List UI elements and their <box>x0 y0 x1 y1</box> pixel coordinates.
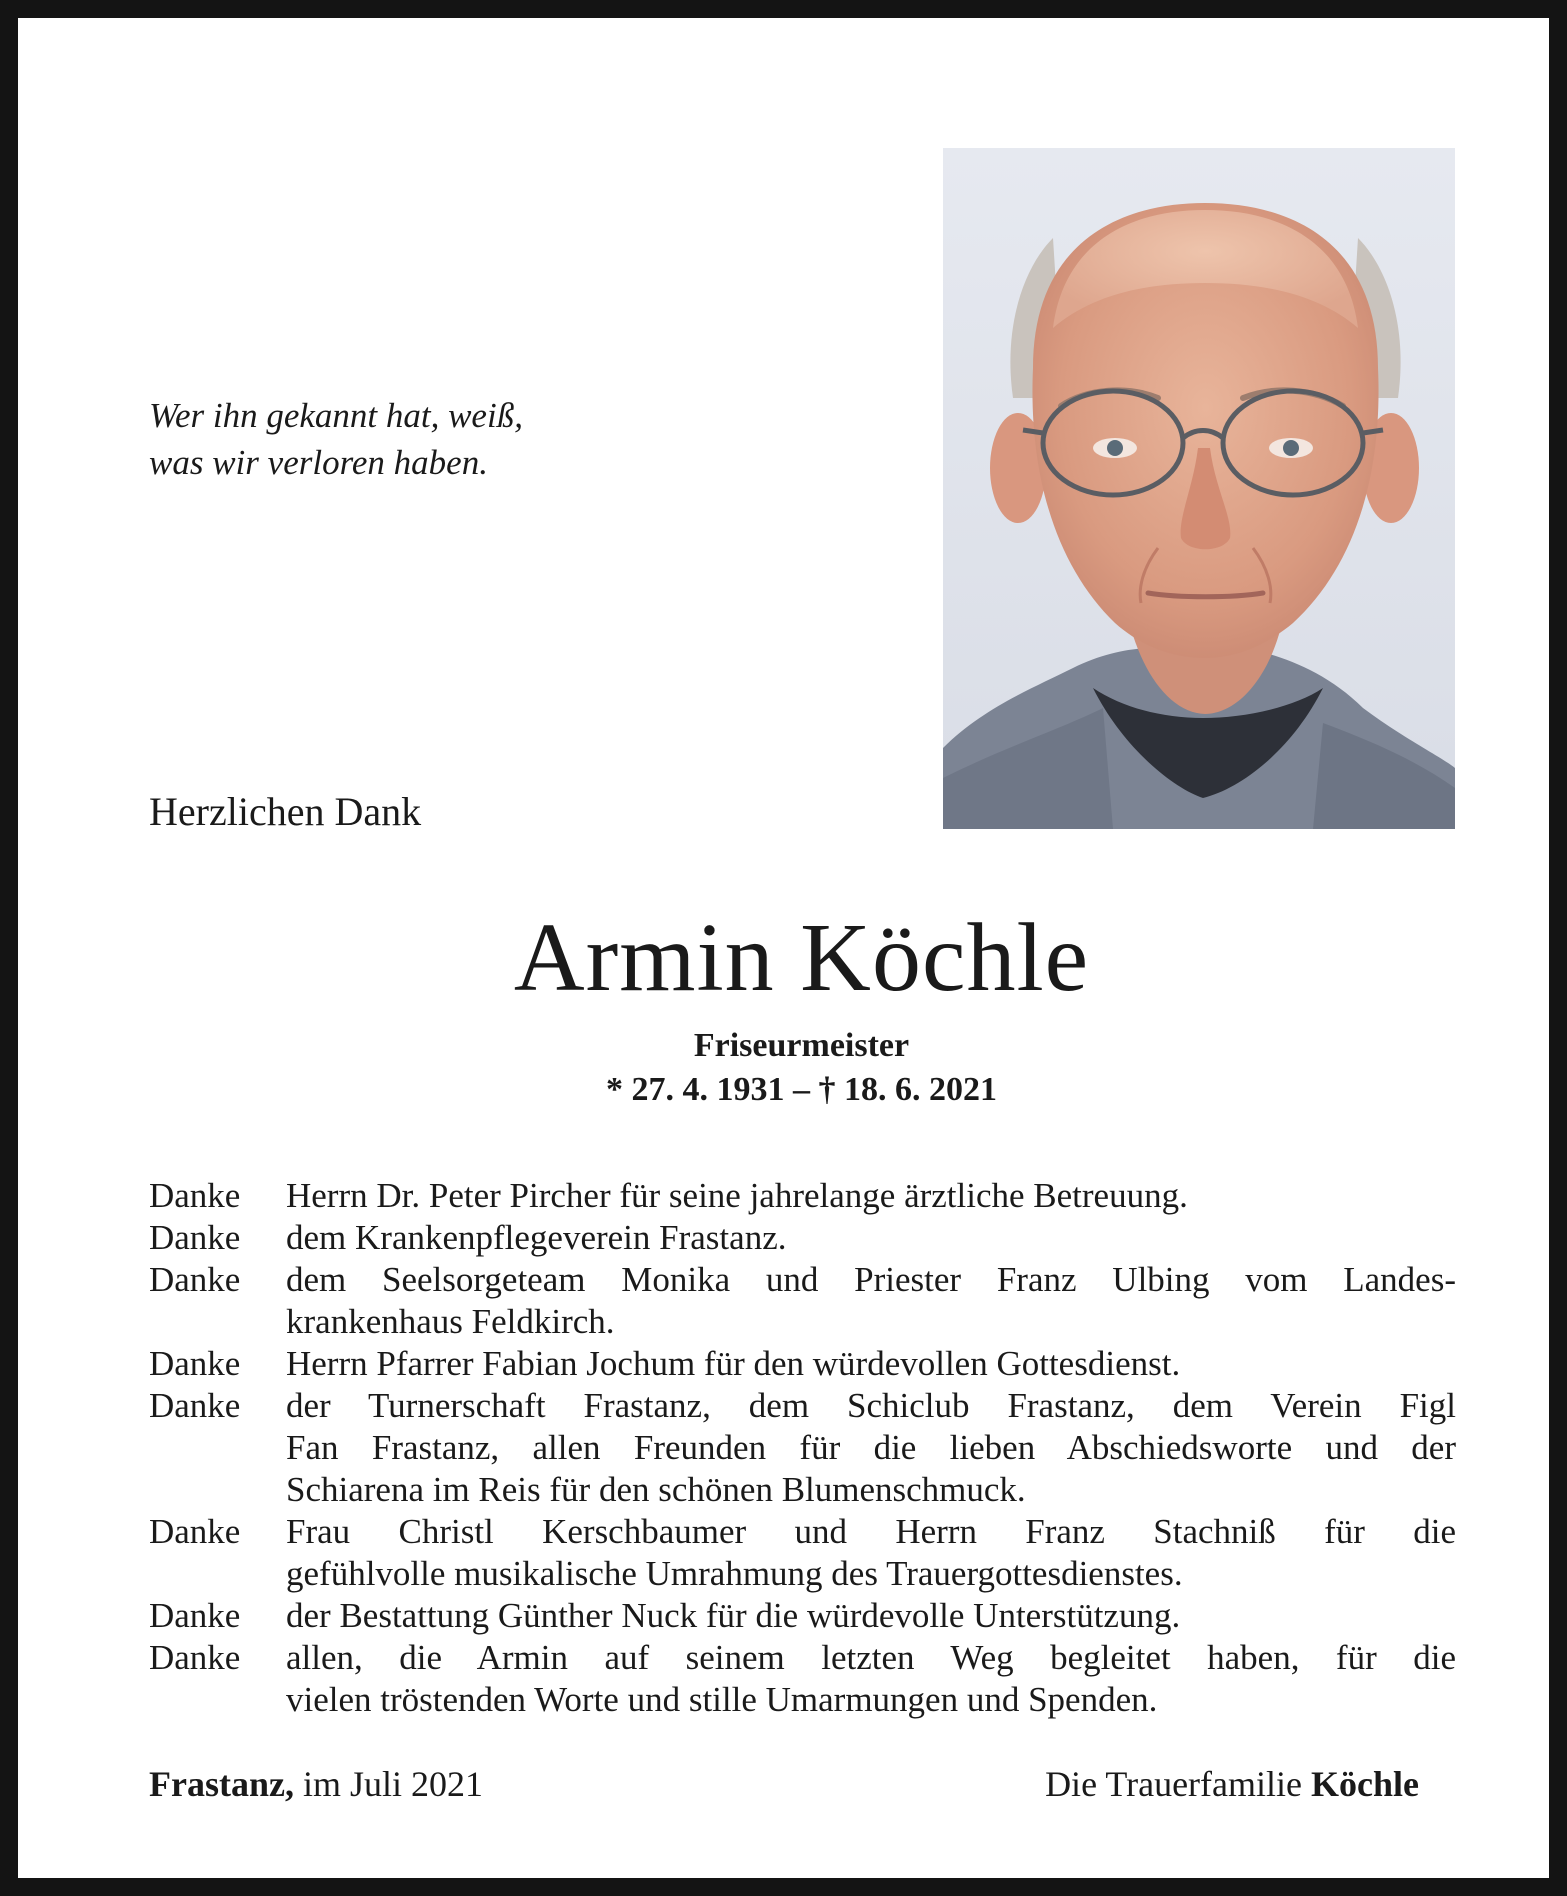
thanks-text <box>286 1595 1456 1637</box>
thanks-text <box>286 1385 1456 1511</box>
life-dates: * 27. 4. 1931 – † 18. 6. 2021 <box>606 1071 997 1108</box>
thanks-line: krankenhaus Feldkirch. <box>286 1302 615 1341</box>
thanks-line: Schiarena im Reis für den schönen Blumenschmuck. <box>286 1470 1026 1509</box>
thanks-row <box>149 1175 1456 1217</box>
thanks-line: vielen tröstenden Worte und stille Umarmungen und Spenden. <box>286 1680 1158 1719</box>
thanks-text <box>286 1637 1456 1721</box>
profession: Friseurmeister <box>693 1027 910 1064</box>
thanks-word: Danke <box>149 1512 241 1551</box>
thanks-word: Danke <box>149 1596 241 1635</box>
thanks-line: der Turnerschaft Frastanz, dem Schiclub Frastanz, dem Verein Figl <box>286 1386 1456 1425</box>
thanks-row <box>149 1259 1456 1343</box>
thanks-line: dem Seelsorgeteam Monika und Priester Franz Ulbing vom Landes- <box>286 1260 1456 1299</box>
thanks-line: Herrn Pfarrer Fabian Jochum für den würdevollen Gottesdienst. <box>286 1344 1181 1383</box>
footer-date: im Juli 2021 <box>302 1764 483 1804</box>
thanks-text <box>286 1343 1456 1385</box>
thanks-word: Danke <box>149 1260 241 1299</box>
quote-line: Wer ihn gekannt hat, weiß, <box>149 396 523 435</box>
thanks-row <box>149 1385 1456 1511</box>
memorial-quote <box>149 392 523 486</box>
thanks-line: Fan Frastanz, allen Freunden für die lieben Abschiedsworte und der <box>286 1428 1456 1467</box>
thanks-line: dem Krankenpflegeverein Frastanz. <box>286 1218 787 1257</box>
thanks-word: Danke <box>149 1218 241 1257</box>
thanks-line: gefühlvolle musikalische Umrahmung des Trauergottesdienstes. <box>286 1554 1183 1593</box>
thanks-word: Danke <box>149 1638 241 1677</box>
thanks-word: Danke <box>149 1386 241 1425</box>
thanks-text <box>286 1259 1456 1343</box>
thanks-row <box>149 1343 1456 1385</box>
portrait-photo <box>943 148 1455 829</box>
thanks-word: Danke <box>149 1344 241 1383</box>
footer-family-name: Köchle <box>1311 1764 1419 1804</box>
thanks-word: Danke <box>149 1176 241 1215</box>
thanks-row <box>149 1637 1456 1721</box>
heading-thanks: Herzlichen Dank <box>149 789 422 834</box>
thanks-row <box>149 1595 1456 1637</box>
footer-family-prefix: Die Trauerfamilie <box>1045 1764 1303 1804</box>
footer-place: Frastanz, <box>149 1764 294 1804</box>
thanks-text <box>286 1175 1456 1217</box>
thanks-text <box>286 1217 1456 1259</box>
quote-line: was wir verloren haben. <box>149 443 488 482</box>
footer-place-date <box>149 1763 483 1805</box>
thanks-line: allen, die Armin auf seinem letzten Weg begleitet haben, für die <box>286 1638 1456 1677</box>
deceased-name: Armin Köchle <box>513 904 1090 1012</box>
footer-family <box>1045 1763 1419 1805</box>
thanks-row <box>149 1217 1456 1259</box>
thanks-line: Frau Christl Kerschbaumer und Herrn Franz Stachniß für die <box>286 1512 1456 1551</box>
thanks-row <box>149 1511 1456 1595</box>
thanks-list <box>149 1175 1456 1721</box>
thanks-text <box>286 1511 1456 1595</box>
thanks-line: Herrn Dr. Peter Pircher für seine jahrelange ärztliche Betreuung. <box>286 1176 1188 1215</box>
thanks-line: der Bestattung Günther Nuck für die würdevolle Unterstützung. <box>286 1596 1181 1635</box>
